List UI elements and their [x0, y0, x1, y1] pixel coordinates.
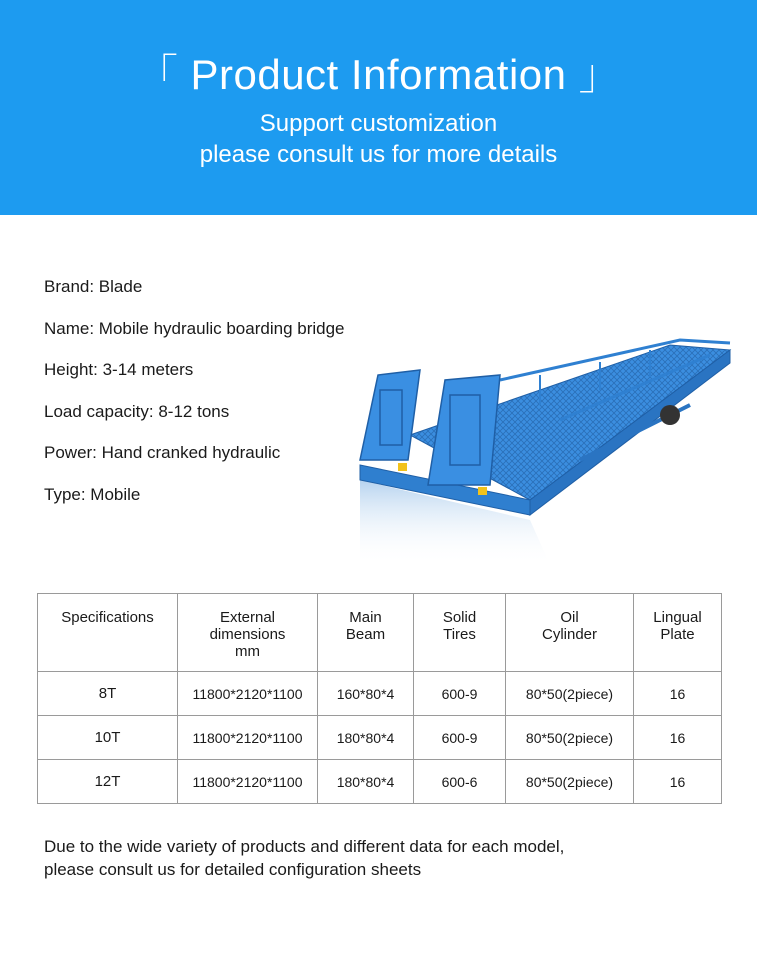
cell-solid-tires: 600-9	[414, 716, 506, 760]
cell-dimensions: 11800*2120*1100	[178, 672, 318, 716]
cell-main-beam: 160*80*4	[318, 672, 414, 716]
spec-power: Power: Hand cranked hydraulic	[44, 443, 281, 463]
cell-dimensions: 11800*2120*1100	[178, 760, 318, 804]
subtitle-line-1: Support customization	[259, 110, 498, 137]
note-line-1: Due to the wide variety of products and different data for each model,	[44, 837, 565, 856]
cell-lingual-plate: 16	[634, 760, 722, 804]
table-row	[38, 672, 722, 716]
header-oil-cylinder: Oil Cylinder	[506, 594, 634, 672]
cell-oil-cylinder: 80*50(2piece)	[506, 716, 634, 760]
cell-main-beam: 180*80*4	[318, 760, 414, 804]
header-main-beam: Main Beam	[318, 594, 414, 672]
cell-lingual-plate: 16	[634, 716, 722, 760]
subtitle-line-2: please consult us for more details	[199, 141, 558, 168]
specification-table	[37, 593, 722, 804]
cell-oil-cylinder: 80*50(2piece)	[506, 672, 634, 716]
boarding-bridge-image	[350, 335, 740, 565]
header-solid-tires: Solid Tires	[414, 594, 506, 672]
cell-lingual-plate: 16	[634, 672, 722, 716]
spec-height: Height: 3-14 meters	[44, 360, 194, 380]
footer-note	[44, 835, 724, 881]
header-external-dimensions: External dimensions mm	[178, 594, 318, 672]
cell-main-beam: 180*80*4	[318, 716, 414, 760]
header-banner	[0, 0, 757, 215]
table-row	[38, 760, 722, 804]
page-title: 「 Product Information 」	[135, 51, 622, 98]
header-specifications: Specifications	[38, 594, 178, 672]
cell-model: 10T	[38, 716, 178, 760]
spec-type: Type: Mobile	[44, 484, 141, 504]
header-lingual-plate: Lingual Plate	[634, 594, 722, 672]
spec-name: Name: Mobile hydraulic boarding bridge	[44, 318, 345, 338]
cell-oil-cylinder: 80*50(2piece)	[506, 760, 634, 804]
table-row	[38, 716, 722, 760]
spec-load-capacity: Load capacity: 8-12 tons	[44, 401, 230, 421]
cell-model: 8T	[38, 672, 178, 716]
note-line-2: please consult us for detailed configuration sheets	[44, 860, 422, 879]
spec-brand: Brand: Blade	[44, 277, 143, 296]
banner-subtitle	[0, 108, 757, 170]
cell-model: 12T	[38, 760, 178, 804]
cell-solid-tires: 600-9	[414, 672, 506, 716]
table-header-row	[38, 594, 722, 672]
cell-dimensions: 11800*2120*1100	[178, 716, 318, 760]
cell-solid-tires: 600-6	[414, 760, 506, 804]
